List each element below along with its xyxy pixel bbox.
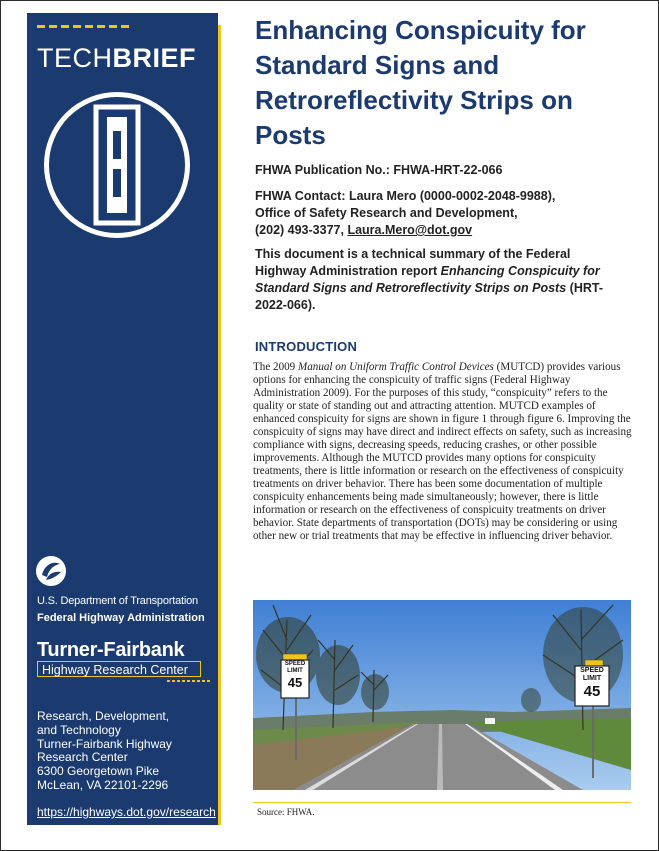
road-icon: [44, 92, 190, 238]
summary-paragraph: [255, 246, 625, 314]
contact-phone-line: [255, 222, 635, 239]
sign-value: 45: [583, 683, 601, 700]
gold-dash-rule: [37, 25, 129, 28]
summary-text: This document is a technical summary of the Federal Highway Administration report: [255, 247, 571, 278]
address-line: Research, Development,: [37, 709, 170, 723]
sidebar: [27, 13, 218, 825]
intro-paragraph: [253, 361, 633, 543]
contact-phone: (202) 493-3377,: [255, 223, 348, 237]
intro-text-start: The 2009: [253, 361, 298, 373]
research-link[interactable]: https://highways.dot.gov/research: [37, 805, 216, 819]
sign-line-limit: LIMIT: [582, 675, 602, 682]
document-title: Enhancing Conspicuity for Standard Signs and Retroreflectivity Strips on Posts: [255, 15, 586, 150]
center-dots: [167, 680, 210, 682]
address-line: 6300 Georgetown Pike: [37, 764, 160, 779]
figure-caption: Source: FHWA.: [257, 807, 315, 817]
address-line: Turner-Fairbank Highway: [37, 736, 172, 751]
contact-email-link[interactable]: Laura.Mero@dot.gov: [347, 223, 473, 237]
contact-name: FHWA Contact: Laura Mero (0000-0002-2048-9988),: [255, 189, 556, 203]
address-line: McLean, VA 22101-2296: [37, 777, 169, 792]
techbrief-title: [37, 43, 196, 74]
techbrief-brief: BRIEF: [112, 43, 196, 73]
contact-block: [255, 188, 635, 239]
sign-line-speed: SPEED: [284, 661, 306, 667]
road-photo: [253, 600, 631, 790]
center-name: Turner-Fairbank: [37, 639, 185, 661]
center-subtitle: Highway Research Center: [37, 661, 201, 677]
administration-name: Federal Highway Administration: [37, 612, 205, 624]
sign-line-limit: LIMIT: [287, 668, 303, 674]
contact-office: Office of Safety Research and Development,: [255, 206, 518, 220]
intro-text-body: (MUTCD) provides various options for enhancing the conspicuity of traffic signs (Federal Highway Administration 2009). For the purposes of this study, “conspicuity” refers to the quality or state of standing out and attracting attention. MUTCD examples of enhanced conspicuity for signs are shown in figure 1 through figure 6. Improving the conspicuity of signs may have direct and indirect effects on safety, such as increasing compliance with signs, decreasing speeds, reducing crashes, or other possible improvements. Although the MUTCD provides many options for conspicuity treatments, there is little information or research on the effectiveness of conspicuity treatments on driver behavior. There has been some documentation of multiple conspicuity enhancements being made simultaneously; however, there is little information or research on the effectiveness of conspicuity treatments on driver behavior. State departments of transportation (DOTs) may be considering or using other new or trial treatments that may be effective in influencing driver behavior.: [253, 361, 632, 542]
summary-report-title: Enhancing Conspicuity for Standard Signs and Retroreflectivity Strips on Posts: [255, 264, 600, 295]
sign-value: 45: [287, 675, 303, 690]
sidebar-gold-rule: [218, 25, 221, 825]
address-line: and Technology: [37, 722, 121, 737]
intro-heading: INTRODUCTION: [255, 339, 358, 354]
caption-rule: [253, 802, 631, 803]
sign-line-speed: SPEED: [580, 667, 604, 674]
right-speed-sign: [575, 667, 609, 700]
summary-report-number: (HRT-2022-066).: [255, 281, 603, 312]
left-speed-sign: [281, 661, 309, 690]
department-name: U.S. Department of Transportation: [37, 595, 198, 607]
address-line: Research Center: [37, 750, 128, 765]
intro-manual-title: Manual on Uniform Traffic Control Devices: [297, 361, 494, 373]
techbrief-tech: TECH: [37, 43, 113, 73]
publication-number: FHWA Publication No.: FHWA-HRT-22-066: [255, 163, 503, 177]
usdot-logo: [35, 555, 67, 587]
address-block: [37, 710, 172, 793]
